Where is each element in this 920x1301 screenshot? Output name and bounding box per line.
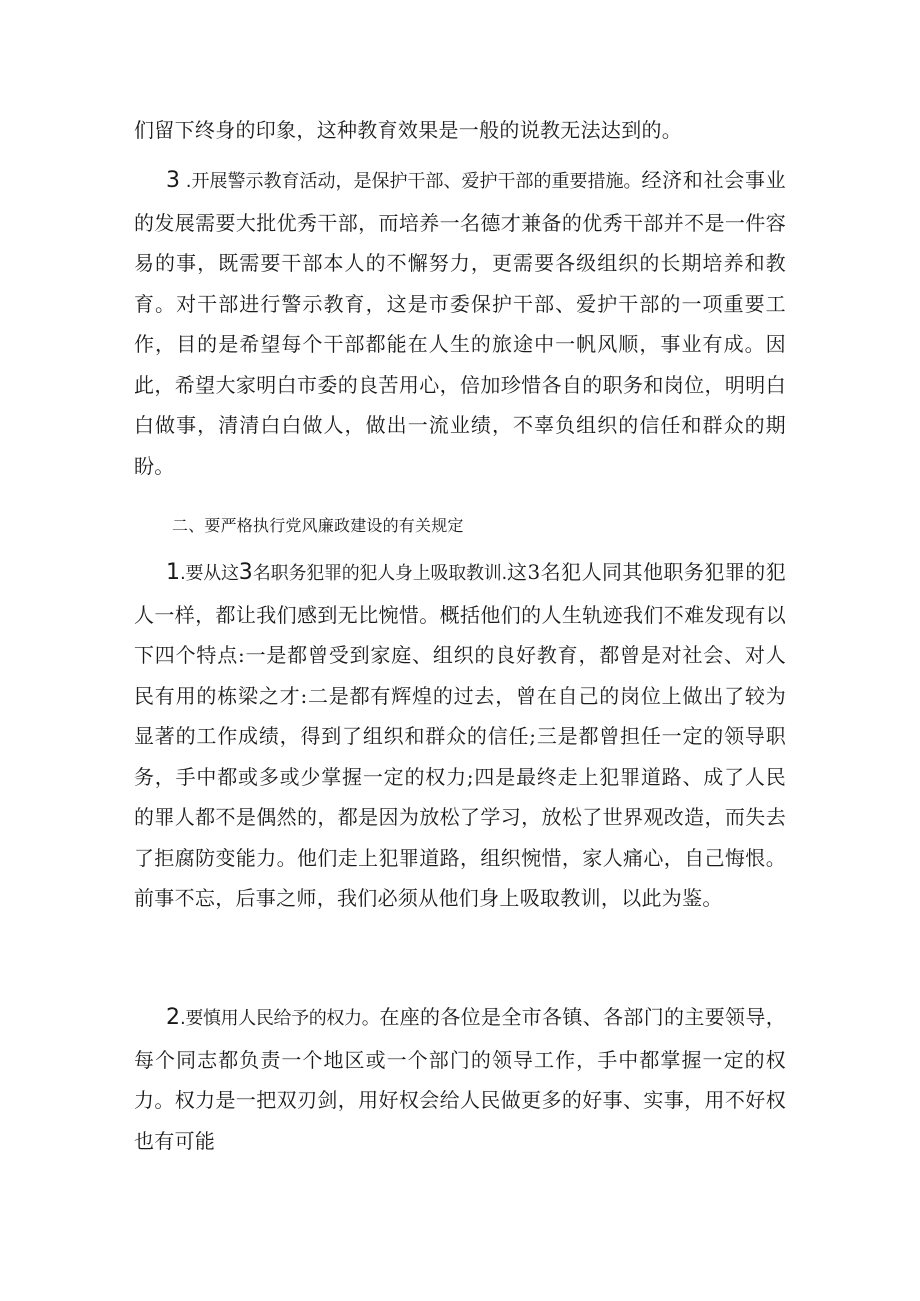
paragraph-2-number: 2	[166, 1005, 180, 1030]
paragraph-1-lead	[166, 560, 507, 585]
paragraph-2-lead	[166, 1005, 380, 1030]
paragraph-intro-text: 们留下终身的印象，这种教育效果是一般的说教无法达到的。	[134, 118, 683, 142]
paragraph-1	[134, 552, 786, 919]
paragraph-1-body: 这3名犯人同其他职务犯罪的犯人一样，都让我们感到无比惋惜。概括他们的人生轨迹我们不难发现有以下四个特点:一是都曾受到家庭、组织的良好教育，都曾是对社会、对人民有用的栋梁之才:二是都有辉煌的过去，曾在自己的岗位上做出了较为显著的工作成绩，得到了组织和群众的信任;三是都曾担任一定的领导职务，手中都或多或少掌握一定的权力;四是最终走上犯罪道路、成了人民的罪人都不是偶然的，都是因为放松了学习，放松了世界观改造，而失去了拒腐防变能力。他们走上犯罪道路，组织惋惜，家人痛心，自己悔恨。前事不忘，后事之师，我们必须从他们身上吸取教训，以此为鉴。	[134, 560, 786, 910]
section-heading: 二、要严格执行党风廉政建设的有关规定	[172, 516, 464, 535]
paragraph-1-lead-text-a: .要从这	[180, 563, 239, 584]
paragraph-3	[134, 160, 786, 486]
paragraph-2	[134, 997, 786, 1161]
paragraph-3-number: 3	[166, 168, 180, 193]
paragraph-1-number: 1	[166, 560, 180, 585]
paragraph-intro	[134, 110, 786, 151]
paragraph-3-lead	[166, 168, 642, 193]
paragraph-3-lead-text: .开展警示教育活动，是保护干部、爱护干部的重要措施。	[180, 171, 642, 192]
paragraph-1-lead-text-b: 名职务犯罪的犯人身上吸取教训.	[252, 563, 507, 584]
paragraph-2-body: 在座的各位是全市各镇、各部门的主要领导，每个同志都负责一个地区或一个部门的领导工作，手中都掌握一定的权力。权力是一把双刃剑，用好权会给人民做更多的好事、实事，用不好权也有可能	[134, 1005, 787, 1153]
paragraph-3-body: 经济和社会事业的发展需要大批优秀干部，而培养一名德才兼备的优秀干部并不是一件容易的事，既需要干部本人的不懈努力，更需要各级组织的长期培养和教育。对干部进行警示教育，这是市委保护干部、爱护干部的一项重要工作，目的是希望每个干部都能在人生的旅途中一帆风顺，事业有成。因此，希望大家明白市委的良苦用心，倍加珍惜各自的职务和岗位，明明白白做事，清清白白做人，做出一流业绩，不辜负组织的信任和群众的期盼。	[134, 168, 786, 478]
paragraph-1-lead-number: 3	[238, 560, 253, 585]
paragraph-2-lead-text: .要慎用人民给予的权力。	[180, 1008, 380, 1029]
